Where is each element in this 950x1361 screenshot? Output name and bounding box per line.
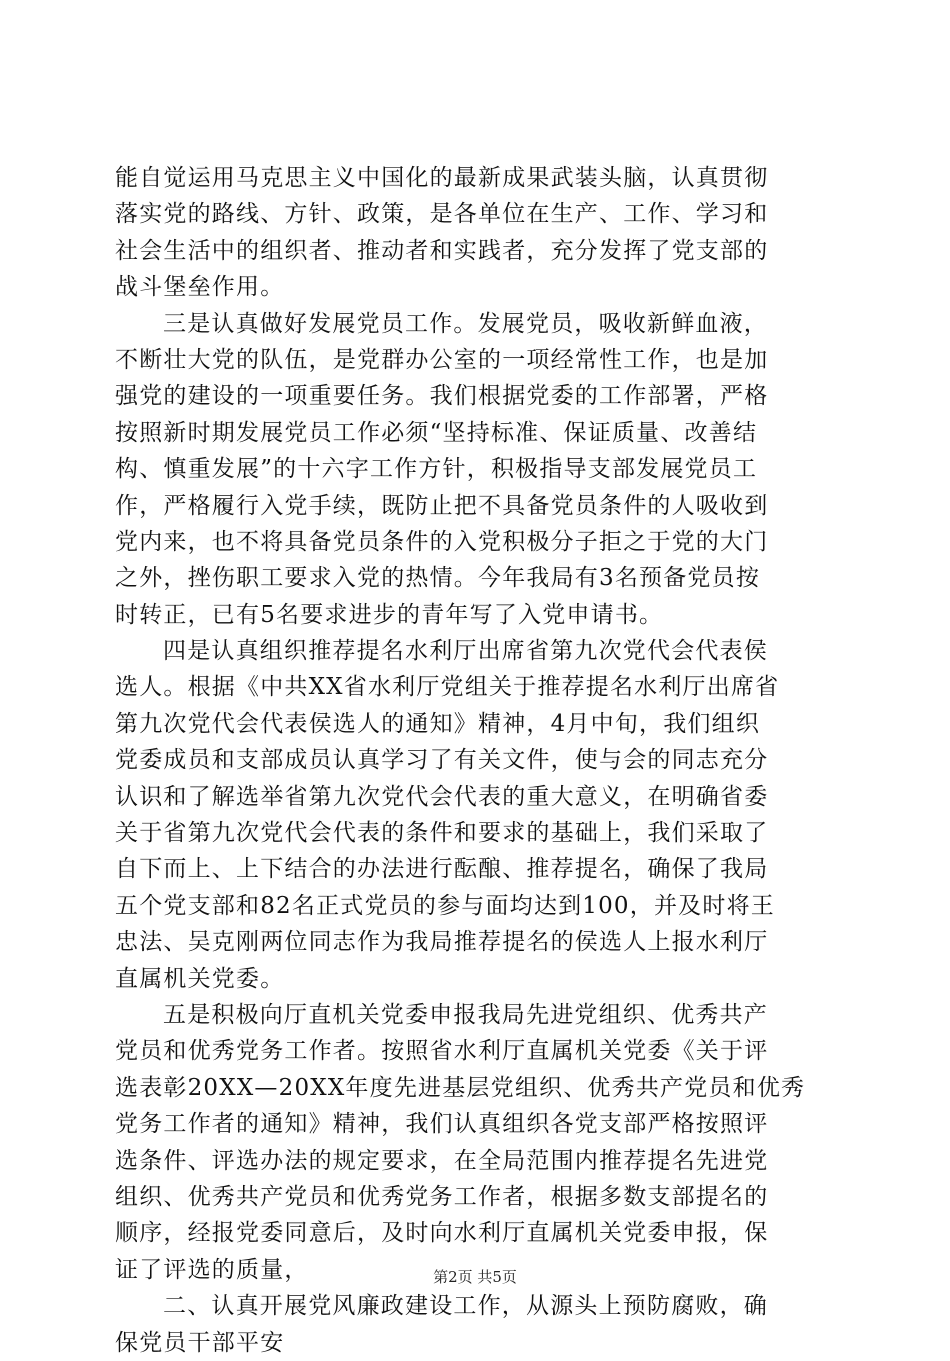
text-line: 落实党的路线、方针、政策，是各单位在生产、工作、学习和	[115, 201, 769, 228]
text-line: 五是积极向厅直机关党委申报我局先进党组织、优秀共产	[163, 1001, 768, 1028]
text-line: 自下而上、上下结合的办法进行酝酿、推荐提名，确保了我局	[115, 856, 769, 883]
text-line: 顺序，经报党委同意后，及时向水利厅直属机关党委申报，保	[115, 1220, 769, 1247]
text-line: 党员和优秀党务工作者。按照省水利厅直属机关党委《关于评	[115, 1038, 769, 1065]
text-line: 按照新时期发展党员工作必须“坚持标准、保证质量、改善结	[115, 419, 758, 446]
text-line: 四是认真组织推荐提名水利厅出席省第九次党代会代表侯	[163, 638, 768, 665]
text-line: 强党的建设的一项重要任务。我们根据党委的工作部署，严格	[115, 383, 769, 410]
text-line: 之外，挫伤职工要求入党的热情。今年我局有3名预备党员按	[115, 565, 761, 592]
text-line: 选表彰20XX—20XX年度先进基层党组织、优秀共产党员和优秀	[115, 1074, 806, 1101]
text-line: 直属机关党委。	[115, 965, 285, 992]
text-line: 证了评选的质量，	[115, 1256, 309, 1283]
text-line: 社会生活中的组织者、推动者和实践者，充分发挥了党支部的	[115, 237, 769, 264]
text-line: 选人。根据《中共XX省水利厅党组关于推荐提名水利厅出席省	[115, 674, 780, 701]
text-line: 保党员干部平安	[115, 1329, 285, 1356]
document-body	[115, 160, 833, 1361]
text-line: 构、慎重发展”的十六字工作方针，积极指导支部发展党员工	[115, 456, 758, 483]
text-line: 不断壮大党的队伍，是党群办公室的一项经常性工作，也是加	[115, 346, 769, 373]
text-line: 三是认真做好发展党员工作。发展党员，吸收新鲜血液，	[163, 310, 768, 337]
text-line: 党委成员和支部成员认真学习了有关文件，使与会的同志充分	[115, 747, 769, 774]
text-line: 忠法、吴克刚两位同志作为我局推荐提名的侯选人上报水利厅	[115, 929, 769, 956]
text-line: 时转正，已有5名要求进步的青年写了入党申请书。	[115, 601, 664, 628]
text-line: 作，严格履行入党手续，既防止把不具备党员条件的人吸收到	[115, 492, 769, 519]
text-line: 党内来，也不将具备党员条件的入党积极分子拒之于党的大门	[115, 528, 769, 555]
text-line: 五个党支部和82名正式党员的参与面均达到100，并及时将王	[115, 892, 775, 919]
text-line: 关于省第九次党代会代表的条件和要求的基础上，我们采取了	[115, 820, 769, 847]
text-line: 二、认真开展党风廉政建设工作，从源头上预防腐败，确	[163, 1293, 768, 1320]
text-line: 组织、优秀共产党员和优秀党务工作者，根据多数支部提名的	[115, 1183, 769, 1210]
text-line: 战斗堡垒作用。	[115, 274, 285, 301]
text-line: 选条件、评选办法的规定要求，在全局范围内推荐提名先进党	[115, 1147, 769, 1174]
text-line: 党务工作者的通知》精神，我们认真组织各党支部严格按照评	[115, 1111, 769, 1138]
page-number-indicator: 第2页 共5页	[433, 1268, 517, 1286]
text-line: 能自觉运用马克思主义中国化的最新成果武装头脑，认真贯彻	[115, 165, 769, 191]
text-line: 认识和了解选举省第九次党代会代表的重大意义，在明确省委	[115, 783, 769, 810]
text-line: 第九次党代会代表侯选人的通知》精神，4月中旬，我们组织	[115, 710, 761, 737]
page-footer	[0, 1266, 950, 1287]
